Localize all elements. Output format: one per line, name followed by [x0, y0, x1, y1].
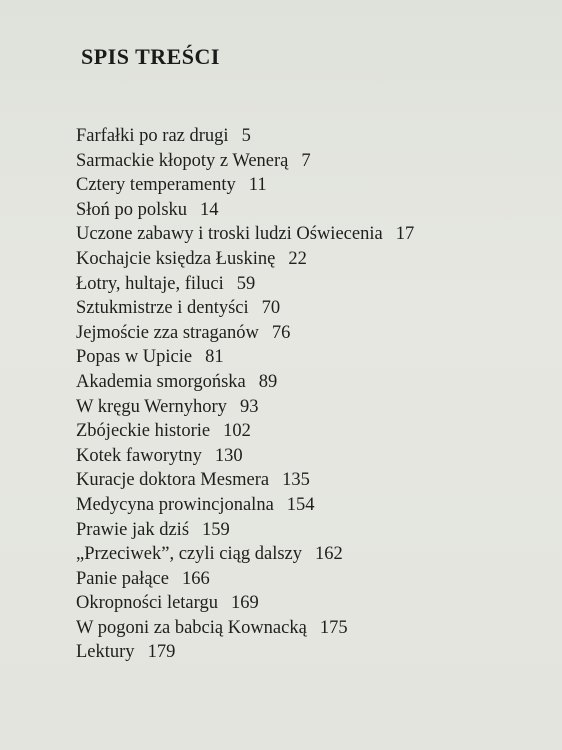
toc-entry-title: Lektury — [76, 642, 135, 663]
toc-entry-page: 14 — [200, 199, 219, 220]
toc-entry — [76, 616, 414, 641]
toc-entry-title: Zbójeckie historie — [76, 421, 211, 442]
toc-entry-title: Sarmackie kłopoty z Wenerą — [76, 150, 289, 171]
toc-entry-title: Prawie jak dziś — [76, 519, 190, 540]
toc-entry-page: 17 — [395, 224, 415, 245]
toc-entry — [76, 296, 414, 321]
toc-entry-page: 130 — [214, 445, 243, 466]
toc-entry-title: Kochajcie księdza Łuskinę — [76, 248, 276, 269]
toc-entry-page: 102 — [223, 421, 251, 442]
toc-entry-title: Łotry, hultaje, filuci — [76, 273, 224, 294]
toc-entry — [76, 468, 414, 493]
toc-entry — [76, 567, 414, 592]
toc-entry-page: 175 — [319, 617, 348, 638]
toc-entry — [76, 173, 414, 198]
toc-entry-page: 22 — [288, 248, 307, 269]
toc-entry-title: Panie pałące — [76, 568, 169, 589]
toc-entry-page: 89 — [258, 371, 278, 392]
toc-entry-title: Farfałki po raz drugi — [76, 126, 229, 146]
toc-entry — [76, 247, 414, 272]
toc-entry-title: Słoń po polsku — [76, 199, 188, 220]
toc-entry-title: Popas w Upicie — [76, 347, 193, 368]
table-of-contents-heading: SPIS TREŚCI — [81, 44, 220, 69]
toc-entry-title: Jejmoście zza straganów — [76, 322, 259, 343]
toc-entry-page: 81 — [205, 347, 224, 368]
table-of-contents-list — [76, 124, 414, 665]
toc-entry — [76, 124, 414, 149]
toc-entry-page: 166 — [181, 568, 210, 589]
toc-entry-page: 70 — [261, 298, 281, 319]
toc-entry — [76, 222, 414, 247]
toc-entry-title: Kuracje doktora Mesmera — [76, 470, 270, 491]
toc-entry — [76, 419, 414, 444]
toc-entry — [76, 345, 414, 370]
toc-entry-title: Okropności letargu — [76, 593, 218, 614]
toc-entry-page: 162 — [315, 544, 343, 565]
toc-entry-page: 59 — [236, 273, 256, 294]
toc-entry — [76, 444, 414, 469]
toc-entry — [76, 198, 414, 223]
toc-entry-page: 135 — [282, 470, 310, 491]
toc-entry — [76, 321, 414, 346]
toc-entry — [76, 272, 414, 297]
toc-entry-page: 93 — [239, 396, 259, 417]
toc-entry-page: 76 — [271, 322, 291, 343]
toc-entry — [76, 591, 414, 616]
toc-entry-title: W pogoni za babcią Kownacką — [76, 617, 307, 638]
toc-entry-title: Uczone zabawy i troski ludzi Oświecenia — [76, 224, 383, 245]
toc-entry-title: W kręgu Wernyhory — [76, 396, 227, 417]
toc-entry-page: 7 — [301, 150, 311, 171]
toc-entry-page: 154 — [286, 494, 315, 515]
toc-entry-page: 5 — [241, 126, 251, 146]
toc-entry — [76, 640, 414, 665]
toc-entry-title: Medycyna prowincjonalna — [76, 494, 274, 515]
toc-entry-title: „Przeciwek”, czyli ciąg dalszy — [76, 544, 302, 565]
toc-entry — [76, 542, 414, 567]
toc-entry — [76, 518, 414, 543]
toc-entry — [76, 395, 414, 420]
toc-entry-page: 11 — [248, 175, 267, 196]
toc-entry-title: Kotek faworytny — [76, 445, 202, 466]
toc-entry-page: 179 — [147, 642, 176, 663]
toc-entry-page: 159 — [202, 519, 230, 540]
toc-entry-title: Cztery temperamenty — [76, 175, 236, 196]
toc-entry-title: Akademia smorgońska — [76, 371, 246, 392]
toc-entry — [76, 149, 414, 174]
toc-entry — [76, 493, 414, 518]
toc-entry-page: 169 — [230, 593, 259, 614]
toc-entry — [76, 370, 414, 395]
toc-entry-title: Sztukmistrze i dentyści — [76, 298, 249, 319]
